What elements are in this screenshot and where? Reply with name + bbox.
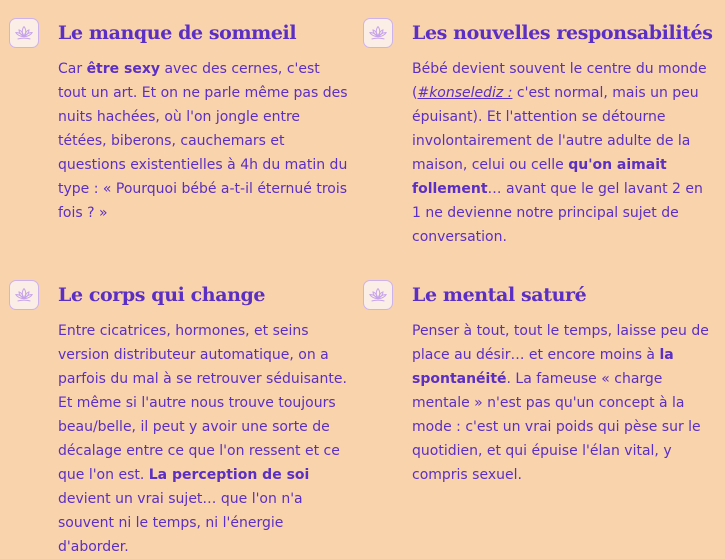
- card-title: Le mental saturé: [412, 284, 587, 306]
- card-title: Le manque de sommeil: [58, 22, 297, 44]
- lotus-icon: [363, 18, 393, 48]
- body-text: … avant que le gel lavant 2 en 1 ne devienne notre principal sujet de conversation.: [412, 181, 703, 245]
- body-text: Entre cicatrices, hormones, et seins version distributeur automatique, on a parfois du mal à se retrouver séduisante. Et même si l'autre nous trouve toujours beau/belle, il peut y avoir une sorte de décalage entre ce que l'on ressent et ce que l'on est.: [58, 323, 347, 483]
- lotus-icon: [363, 280, 393, 310]
- body-text: Bébé devient souvent le centre du monde (: [412, 61, 707, 101]
- body-text: c'est normal, mais un peu épuisant). Et l'attention se détourne involontairement de l'autre adulte de la maison, celui ou celle: [412, 85, 699, 173]
- body-text: Penser à tout, tout le temps, laisse peu de place au désir… et encore moins à: [412, 323, 709, 363]
- body-emphasis: La perception de soi: [148, 467, 310, 483]
- body-emphasis: la spontanéité: [412, 347, 674, 387]
- lotus-icon: [9, 280, 39, 310]
- hashtag-link[interactable]: #konselediz :: [417, 85, 513, 101]
- lotus-icon: [9, 18, 39, 48]
- card-body: [412, 57, 713, 249]
- body-text: devient un vrai sujet… que l'on n'a souvent ni le temps, ni l'énergie d'aborder.: [58, 491, 303, 555]
- card-body: [412, 319, 713, 487]
- body-text: Car: [58, 61, 87, 77]
- card-header: [363, 278, 713, 312]
- card-body: [58, 57, 349, 225]
- card-header: [9, 278, 349, 312]
- card-title: Le corps qui change: [58, 284, 266, 306]
- body-text: . La fameuse « charge mentale » n'est pas qu'un concept à la mode : c'est un vrai poids qui pèse sur le quotidien, et qui épuise l'élan vital, y compris sexuel.: [412, 371, 701, 483]
- card-header: [9, 16, 349, 50]
- card-mental-load: [363, 278, 713, 487]
- card-responsibilities: [363, 16, 713, 249]
- card-body: [58, 319, 349, 559]
- card-title: Les nouvelles responsabilités: [412, 22, 713, 44]
- card-header: [363, 16, 713, 50]
- body-emphasis: être sexy: [86, 61, 161, 77]
- body-emphasis: qu'on aimait follement: [412, 157, 667, 197]
- body-text: avec des cernes, c'est tout un art. Et on ne parle même pas des nuits hachées, où l'on jongle entre tétées, biberons, cauchemars et questions existentielles à 4h du matin du type : « Pourquoi bébé a-t-il éternué trois fois ? »: [58, 61, 348, 221]
- card-body-change: [9, 278, 349, 559]
- card-sleep: [9, 16, 349, 225]
